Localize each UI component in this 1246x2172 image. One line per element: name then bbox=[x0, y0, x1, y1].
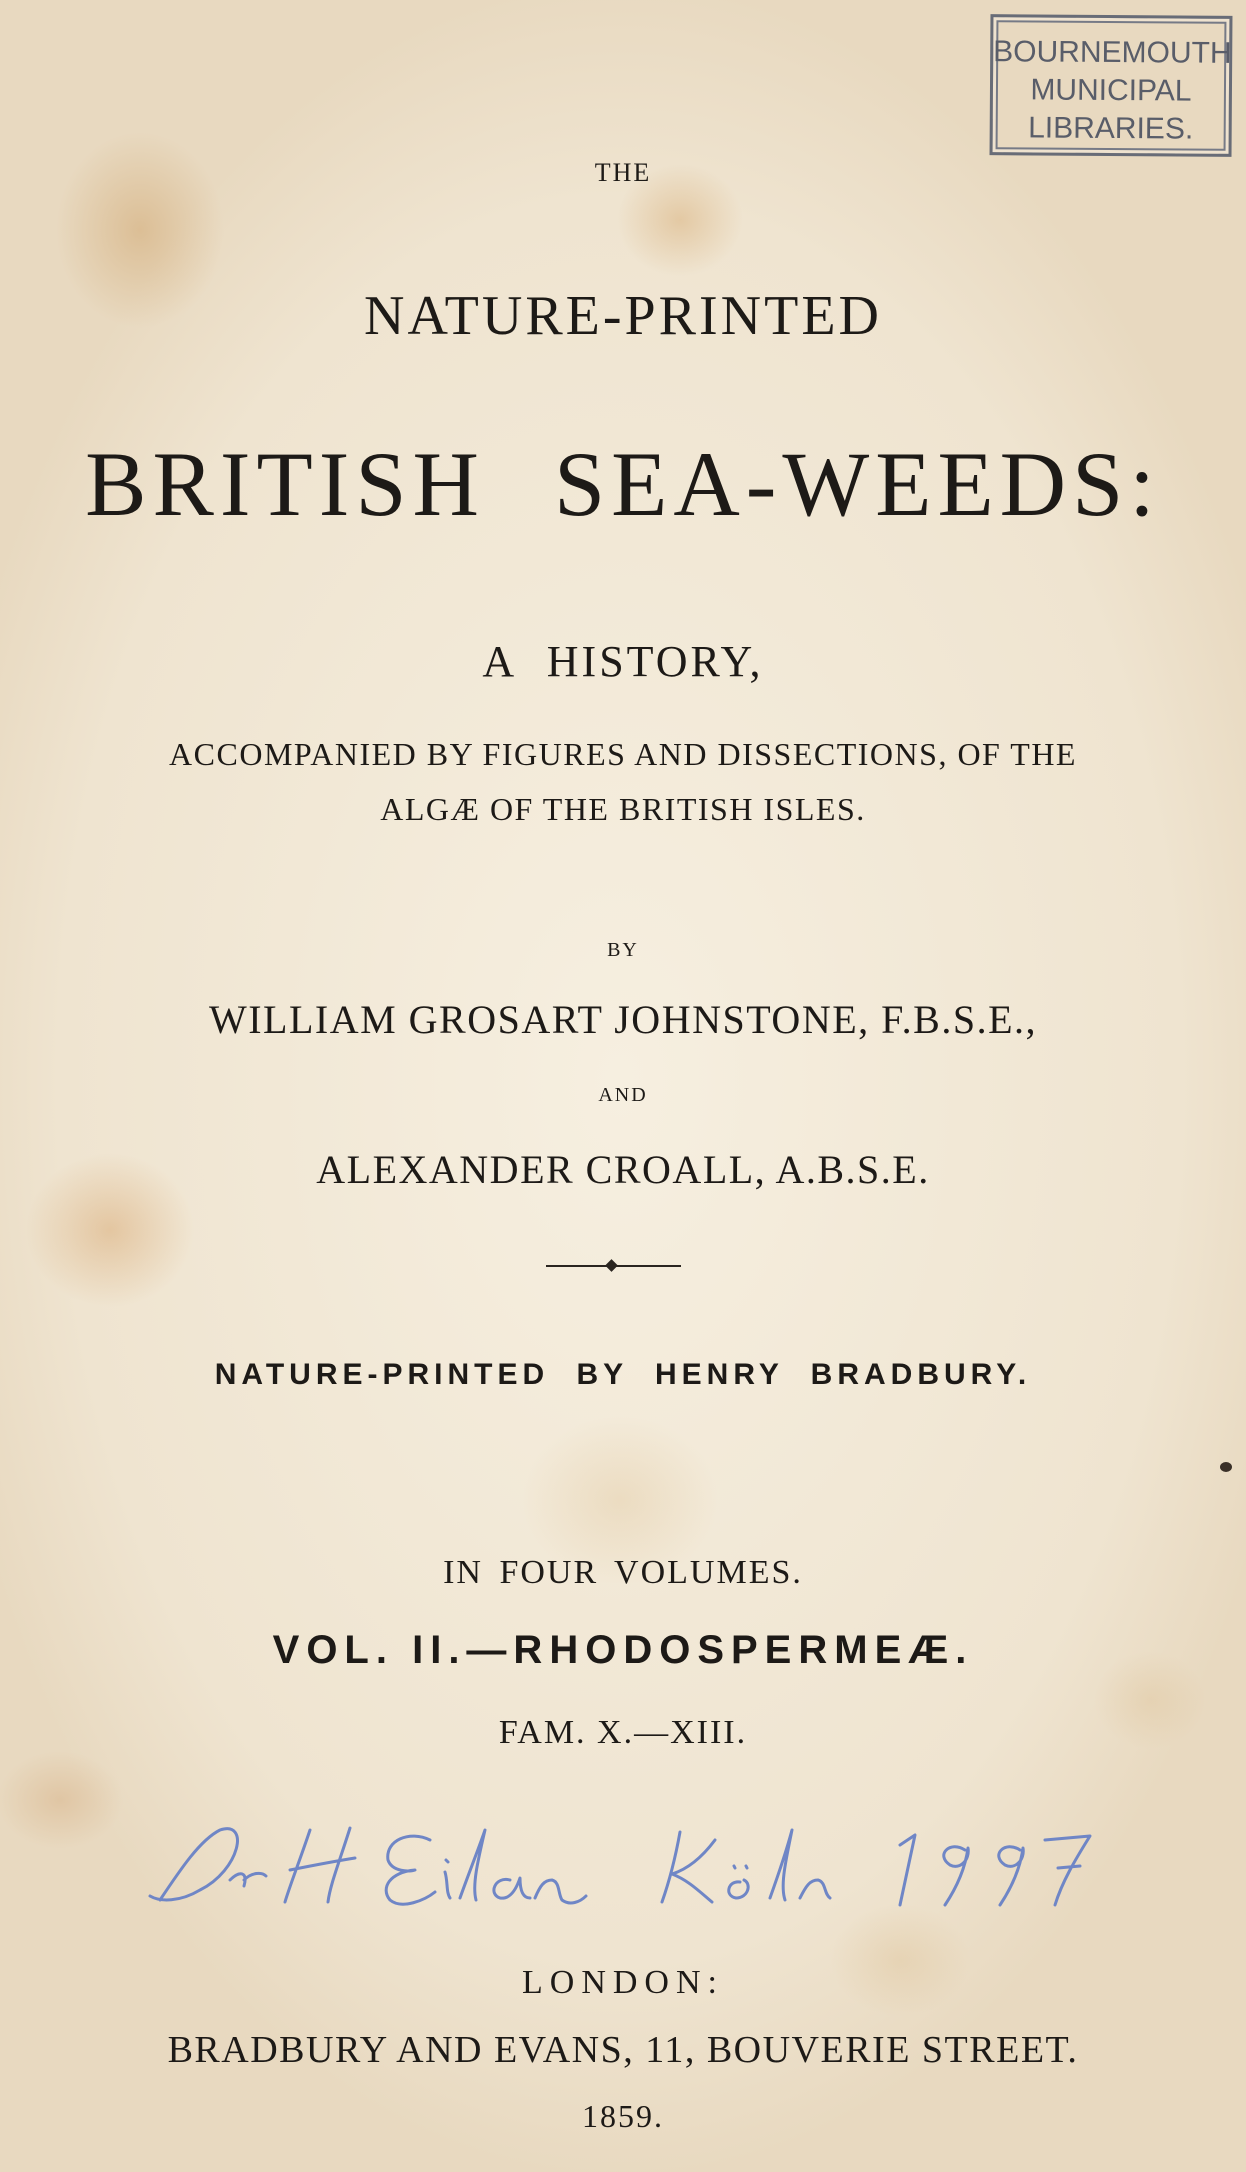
stamp-line-3: LIBRARIES. bbox=[1028, 111, 1194, 146]
library-stamp bbox=[990, 14, 1233, 157]
stamp-line-2: MUNICIPAL bbox=[1030, 73, 1192, 108]
rule-diamond-icon bbox=[605, 1259, 618, 1272]
handwritten-signature bbox=[140, 1810, 1140, 1920]
ink-speck bbox=[1220, 1462, 1232, 1472]
main-title: BRITISH SEA-WEEDS: bbox=[85, 433, 1161, 535]
stamp-line-1: BOURNEMOUTH bbox=[993, 35, 1232, 70]
subtitle-description-line-1: ACCOMPANIED BY FIGURES AND DISSECTIONS, OF THE bbox=[169, 736, 1077, 772]
imprint-publisher: BRADBURY AND EVANS, 11, BOUVERIE STREET. bbox=[167, 2029, 1079, 2071]
subtitle-history: A HISTORY, bbox=[482, 637, 764, 686]
nature-printed-by: NATURE-PRINTED BY HENRY BRADBURY. bbox=[214, 1358, 1032, 1391]
volume-title: VOL. II.—RHODOSPERMEÆ. bbox=[272, 1628, 974, 1672]
imprint-year: 1859. bbox=[582, 2098, 664, 2134]
title-the: THE bbox=[594, 158, 652, 187]
volume-count: IN FOUR VOLUMES. bbox=[443, 1554, 803, 1591]
volume-families: FAM. X.—XIII. bbox=[498, 1714, 748, 1751]
author-johnstone: WILLIAM GROSART JOHNSTONE, F.B.S.E., bbox=[208, 997, 1038, 1042]
by-label: BY bbox=[607, 939, 639, 961]
subtitle-description-line-2: ALGÆ OF THE BRITISH ISLES. bbox=[380, 791, 866, 827]
and-label: AND bbox=[598, 1084, 648, 1106]
title-nature-printed: NATURE-PRINTED bbox=[364, 285, 882, 347]
imprint-city: LONDON: bbox=[522, 1964, 724, 2001]
ornamental-rule bbox=[546, 1260, 681, 1272]
author-croall: ALEXANDER CROALL, A.B.S.E. bbox=[316, 1147, 930, 1192]
